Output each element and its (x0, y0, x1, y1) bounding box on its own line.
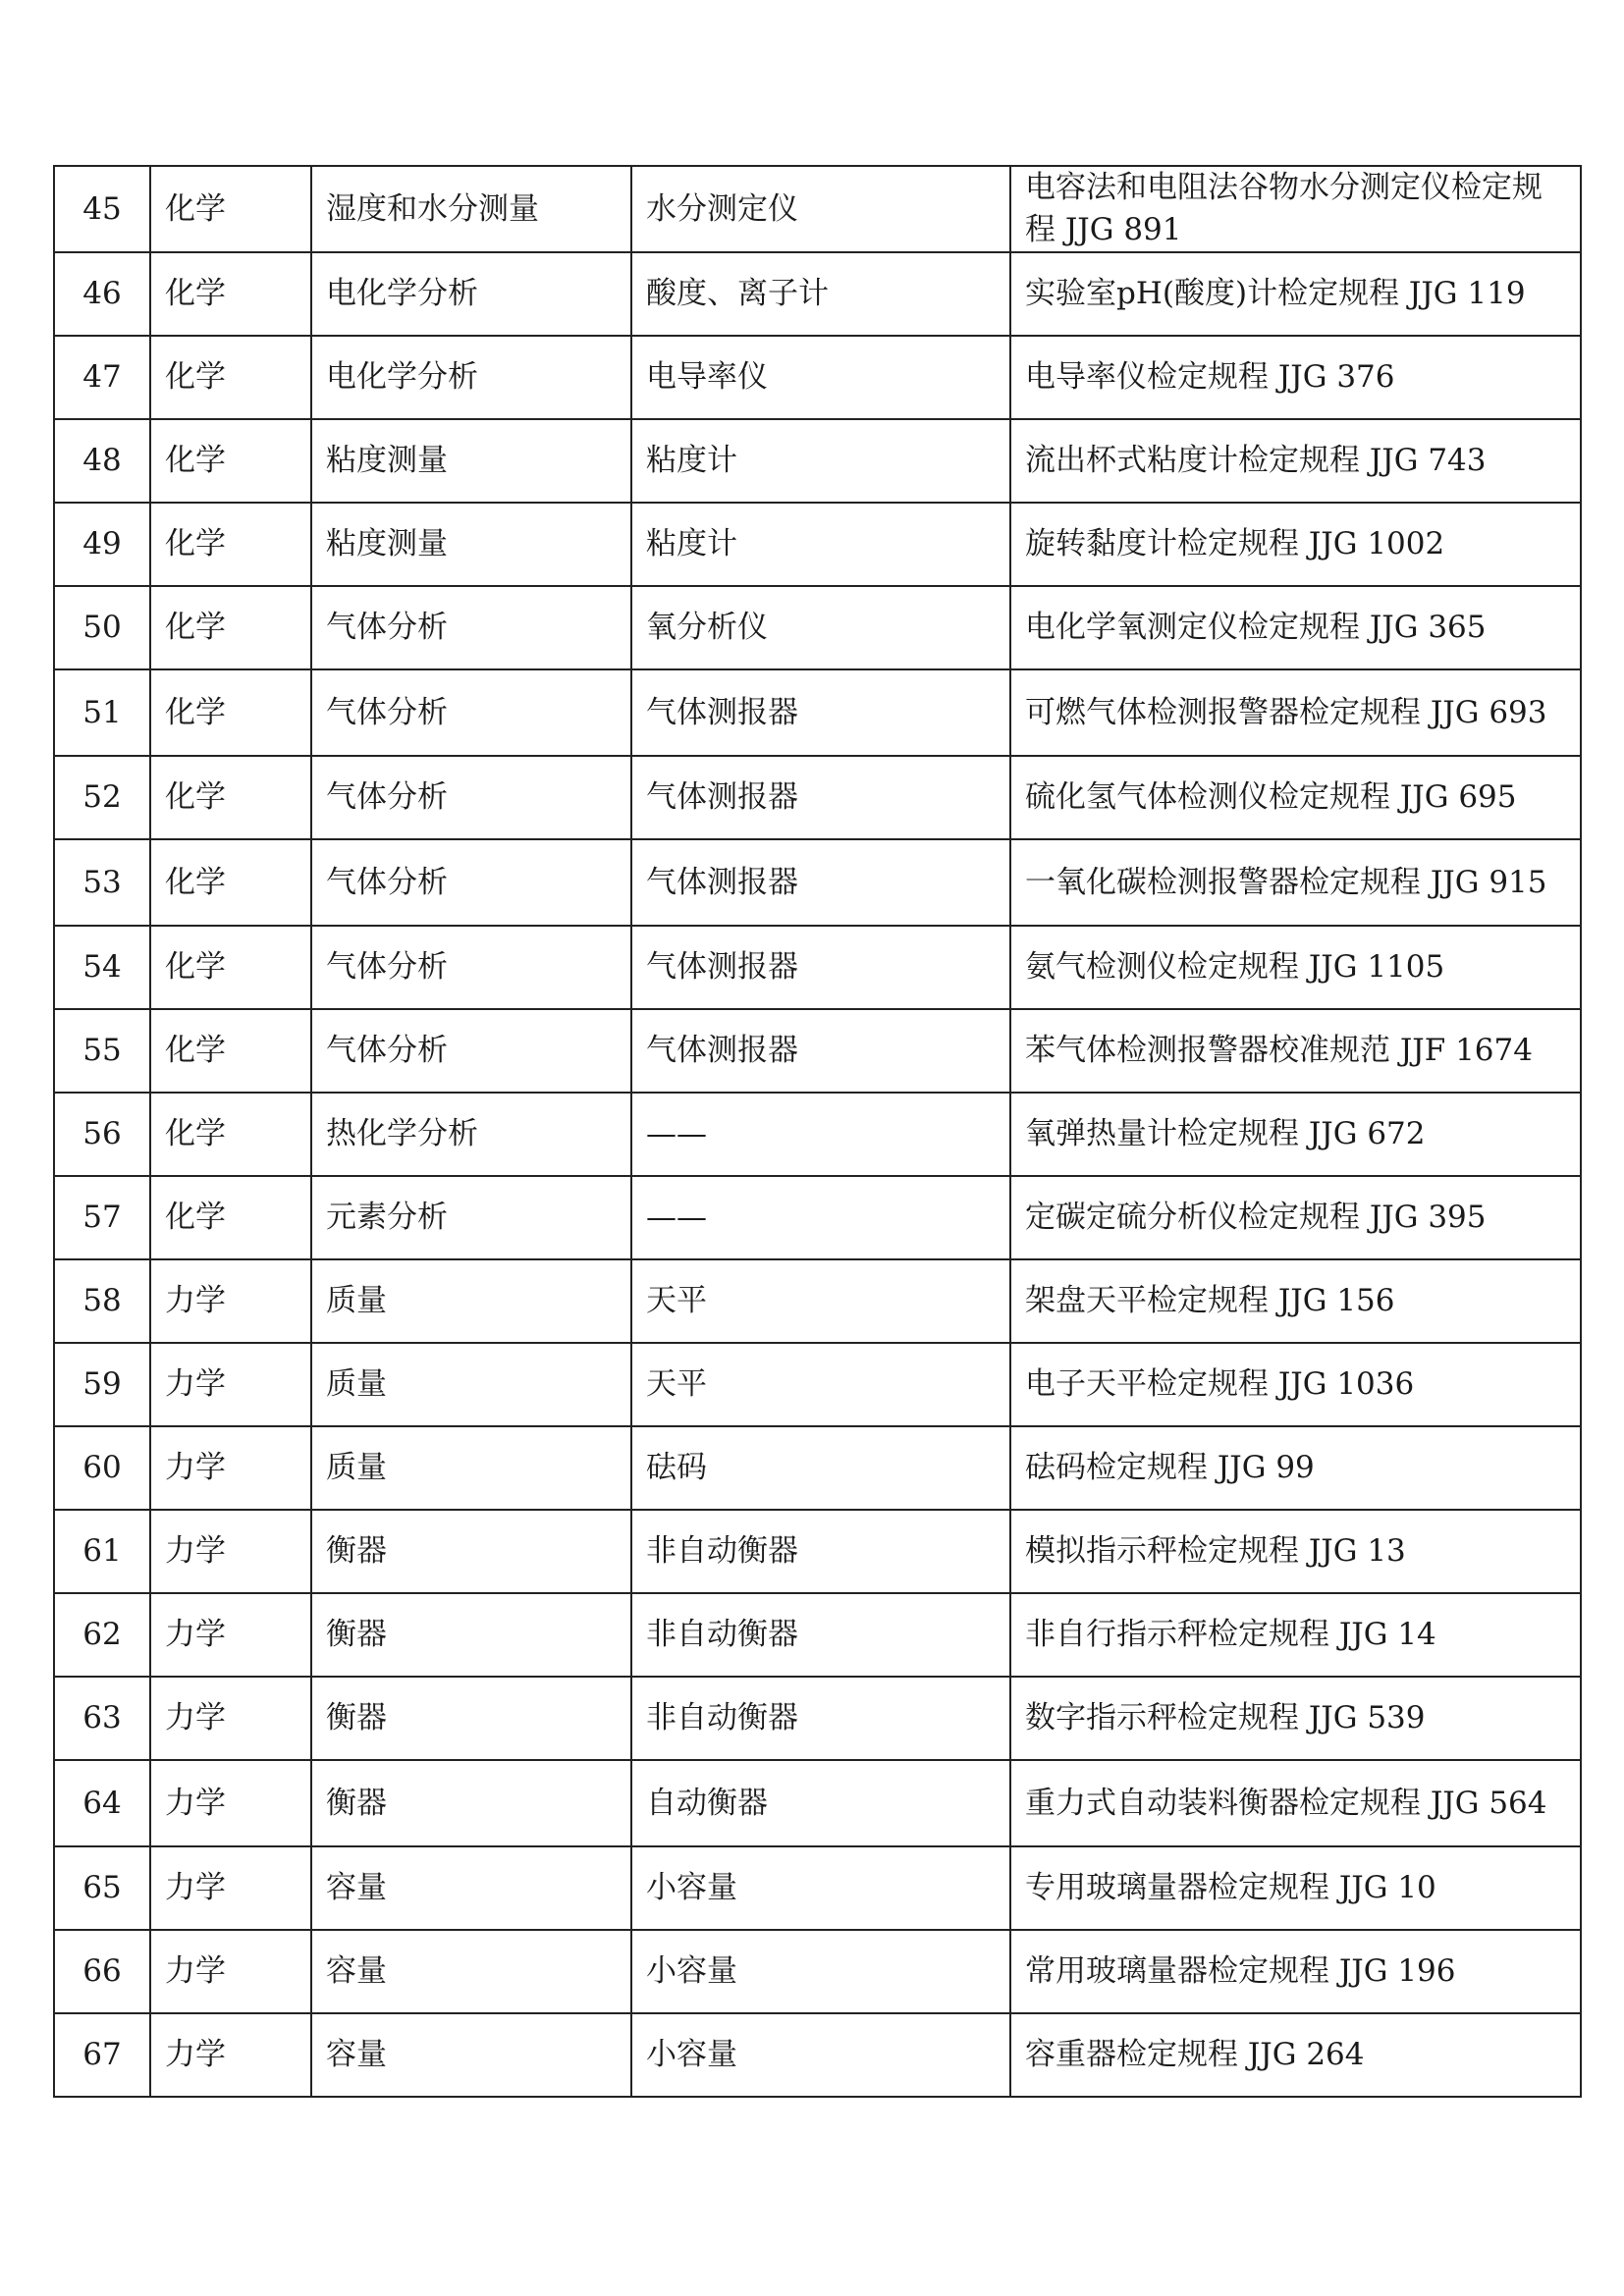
field-cell: 化学 (150, 669, 311, 756)
table-row (54, 926, 1581, 1009)
table-row (54, 1343, 1581, 1426)
field-cell: 力学 (150, 1259, 311, 1343)
category-cell: 气体分析 (311, 586, 631, 669)
row-number-cell: 67 (54, 2013, 150, 2097)
table-row (54, 756, 1581, 839)
instrument-cell: 非自动衡器 (631, 1593, 1010, 1677)
field-cell: 力学 (150, 1760, 311, 1846)
standard-cell: 重力式自动装料衡器检定规程 JJG 564 (1010, 1760, 1581, 1846)
row-number-cell: 66 (54, 1930, 150, 2013)
standard-cell: 电子天平检定规程 JJG 1036 (1010, 1343, 1581, 1426)
field-cell: 化学 (150, 1009, 311, 1093)
field-cell: 化学 (150, 586, 311, 669)
category-cell: 气体分析 (311, 1009, 631, 1093)
table-row (54, 1760, 1581, 1846)
standard-cell: 专用玻璃量器检定规程 JJG 10 (1010, 1846, 1581, 1930)
standard-cell: 数字指示秤检定规程 JJG 539 (1010, 1677, 1581, 1760)
category-cell: 容量 (311, 1930, 631, 2013)
standard-cell: 可燃气体检测报警器检定规程 JJG 693 (1010, 669, 1581, 756)
table-row (54, 1677, 1581, 1760)
instrument-cell: 非自动衡器 (631, 1510, 1010, 1593)
row-number-cell: 59 (54, 1343, 150, 1426)
row-number-cell: 63 (54, 1677, 150, 1760)
row-number-cell: 51 (54, 669, 150, 756)
row-number-cell: 55 (54, 1009, 150, 1093)
field-cell: 力学 (150, 2013, 311, 2097)
table-body (54, 166, 1581, 2097)
field-cell: 力学 (150, 1343, 311, 1426)
instrument-cell: 气体测报器 (631, 839, 1010, 926)
category-cell: 元素分析 (311, 1176, 631, 1259)
standard-cell: 模拟指示秤检定规程 JJG 13 (1010, 1510, 1581, 1593)
standard-cell: 硫化氢气体检测仪检定规程 JJG 695 (1010, 756, 1581, 839)
table-row (54, 1593, 1581, 1677)
field-cell: 化学 (150, 503, 311, 586)
standard-cell: 氨气检测仪检定规程 JJG 1105 (1010, 926, 1581, 1009)
row-number-cell: 56 (54, 1093, 150, 1176)
standard-cell: 一氧化碳检测报警器检定规程 JJG 915 (1010, 839, 1581, 926)
instrument-cell: 电导率仪 (631, 336, 1010, 419)
row-number-cell: 61 (54, 1510, 150, 1593)
standard-cell: 旋转黏度计检定规程 JJG 1002 (1010, 503, 1581, 586)
standard-cell: 常用玻璃量器检定规程 JJG 196 (1010, 1930, 1581, 2013)
instrument-cell: 非自动衡器 (631, 1677, 1010, 1760)
category-cell: 质量 (311, 1343, 631, 1426)
table-row (54, 1510, 1581, 1593)
category-cell: 衡器 (311, 1677, 631, 1760)
category-cell: 热化学分析 (311, 1093, 631, 1176)
standard-cell: 电化学氧测定仪检定规程 JJG 365 (1010, 586, 1581, 669)
row-number-cell: 45 (54, 166, 150, 252)
instrument-cell: 酸度、离子计 (631, 252, 1010, 336)
instrument-cell: 粘度计 (631, 419, 1010, 503)
category-cell: 容量 (311, 1846, 631, 1930)
table-row (54, 1846, 1581, 1930)
field-cell: 化学 (150, 336, 311, 419)
category-cell: 电化学分析 (311, 336, 631, 419)
category-cell: 电化学分析 (311, 252, 631, 336)
instrument-cell: 气体测报器 (631, 1009, 1010, 1093)
standard-cell: 非自行指示秤检定规程 JJG 14 (1010, 1593, 1581, 1677)
instrument-cell: 砝码 (631, 1426, 1010, 1510)
row-number-cell: 57 (54, 1176, 150, 1259)
category-cell: 质量 (311, 1426, 631, 1510)
table-row (54, 1093, 1581, 1176)
instrument-cell: 气体测报器 (631, 669, 1010, 756)
field-cell: 化学 (150, 756, 311, 839)
row-number-cell: 64 (54, 1760, 150, 1846)
table-row (54, 419, 1581, 503)
category-cell: 容量 (311, 2013, 631, 2097)
standard-cell: 电导率仪检定规程 JJG 376 (1010, 336, 1581, 419)
standard-cell: 架盘天平检定规程 JJG 156 (1010, 1259, 1581, 1343)
field-cell: 化学 (150, 252, 311, 336)
field-cell: 力学 (150, 1930, 311, 2013)
table-row (54, 2013, 1581, 2097)
category-cell: 衡器 (311, 1593, 631, 1677)
instrument-cell: 气体测报器 (631, 756, 1010, 839)
standard-cell: 容重器检定规程 JJG 264 (1010, 2013, 1581, 2097)
table-row (54, 1259, 1581, 1343)
instrument-cell: 小容量 (631, 1930, 1010, 2013)
instrument-cell: 小容量 (631, 2013, 1010, 2097)
category-cell: 质量 (311, 1259, 631, 1343)
field-cell: 力学 (150, 1677, 311, 1760)
category-cell: 衡器 (311, 1510, 631, 1593)
row-number-cell: 60 (54, 1426, 150, 1510)
table-row (54, 1176, 1581, 1259)
table-row (54, 166, 1581, 252)
instrument-cell: 水分测定仪 (631, 166, 1010, 252)
field-cell: 化学 (150, 419, 311, 503)
standard-cell: 氧弹热量计检定规程 JJG 672 (1010, 1093, 1581, 1176)
row-number-cell: 54 (54, 926, 150, 1009)
row-number-cell: 58 (54, 1259, 150, 1343)
standard-cell: 电容法和电阻法谷物水分测定仪检定规程 JJG 891 (1010, 166, 1581, 252)
field-cell: 化学 (150, 839, 311, 926)
standard-cell: 实验室pH(酸度)计检定规程 JJG 119 (1010, 252, 1581, 336)
field-cell: 化学 (150, 1093, 311, 1176)
row-number-cell: 65 (54, 1846, 150, 1930)
category-cell: 气体分析 (311, 669, 631, 756)
field-cell: 力学 (150, 1510, 311, 1593)
row-number-cell: 47 (54, 336, 150, 419)
row-number-cell: 62 (54, 1593, 150, 1677)
table-row (54, 336, 1581, 419)
standard-cell: 定碳定硫分析仪检定规程 JJG 395 (1010, 1176, 1581, 1259)
instrument-cell: 天平 (631, 1259, 1010, 1343)
instrument-cell: 氧分析仪 (631, 586, 1010, 669)
table-row (54, 1426, 1581, 1510)
category-cell: 粘度测量 (311, 419, 631, 503)
row-number-cell: 50 (54, 586, 150, 669)
category-cell: 气体分析 (311, 756, 631, 839)
table-row (54, 1009, 1581, 1093)
category-cell: 气体分析 (311, 839, 631, 926)
field-cell: 力学 (150, 1426, 311, 1510)
field-cell: 化学 (150, 1176, 311, 1259)
field-cell: 化学 (150, 926, 311, 1009)
table-row (54, 839, 1581, 926)
standard-cell: 砝码检定规程 JJG 99 (1010, 1426, 1581, 1510)
category-cell: 湿度和水分测量 (311, 166, 631, 252)
row-number-cell: 46 (54, 252, 150, 336)
instrument-cell: 粘度计 (631, 503, 1010, 586)
row-number-cell: 53 (54, 839, 150, 926)
standards-table-container (53, 165, 1580, 2098)
instrument-cell: 气体测报器 (631, 926, 1010, 1009)
instrument-cell: —— (631, 1093, 1010, 1176)
standard-cell: 流出杯式粘度计检定规程 JJG 743 (1010, 419, 1581, 503)
field-cell: 化学 (150, 166, 311, 252)
table-row (54, 669, 1581, 756)
row-number-cell: 49 (54, 503, 150, 586)
standards-table (53, 165, 1582, 2098)
instrument-cell: 自动衡器 (631, 1760, 1010, 1846)
table-row (54, 252, 1581, 336)
table-row (54, 1930, 1581, 2013)
category-cell: 粘度测量 (311, 503, 631, 586)
row-number-cell: 52 (54, 756, 150, 839)
category-cell: 气体分析 (311, 926, 631, 1009)
table-row (54, 586, 1581, 669)
standard-cell: 苯气体检测报警器校准规范 JJF 1674 (1010, 1009, 1581, 1093)
instrument-cell: —— (631, 1176, 1010, 1259)
field-cell: 力学 (150, 1846, 311, 1930)
instrument-cell: 天平 (631, 1343, 1010, 1426)
instrument-cell: 小容量 (631, 1846, 1010, 1930)
table-row (54, 503, 1581, 586)
field-cell: 力学 (150, 1593, 311, 1677)
row-number-cell: 48 (54, 419, 150, 503)
category-cell: 衡器 (311, 1760, 631, 1846)
